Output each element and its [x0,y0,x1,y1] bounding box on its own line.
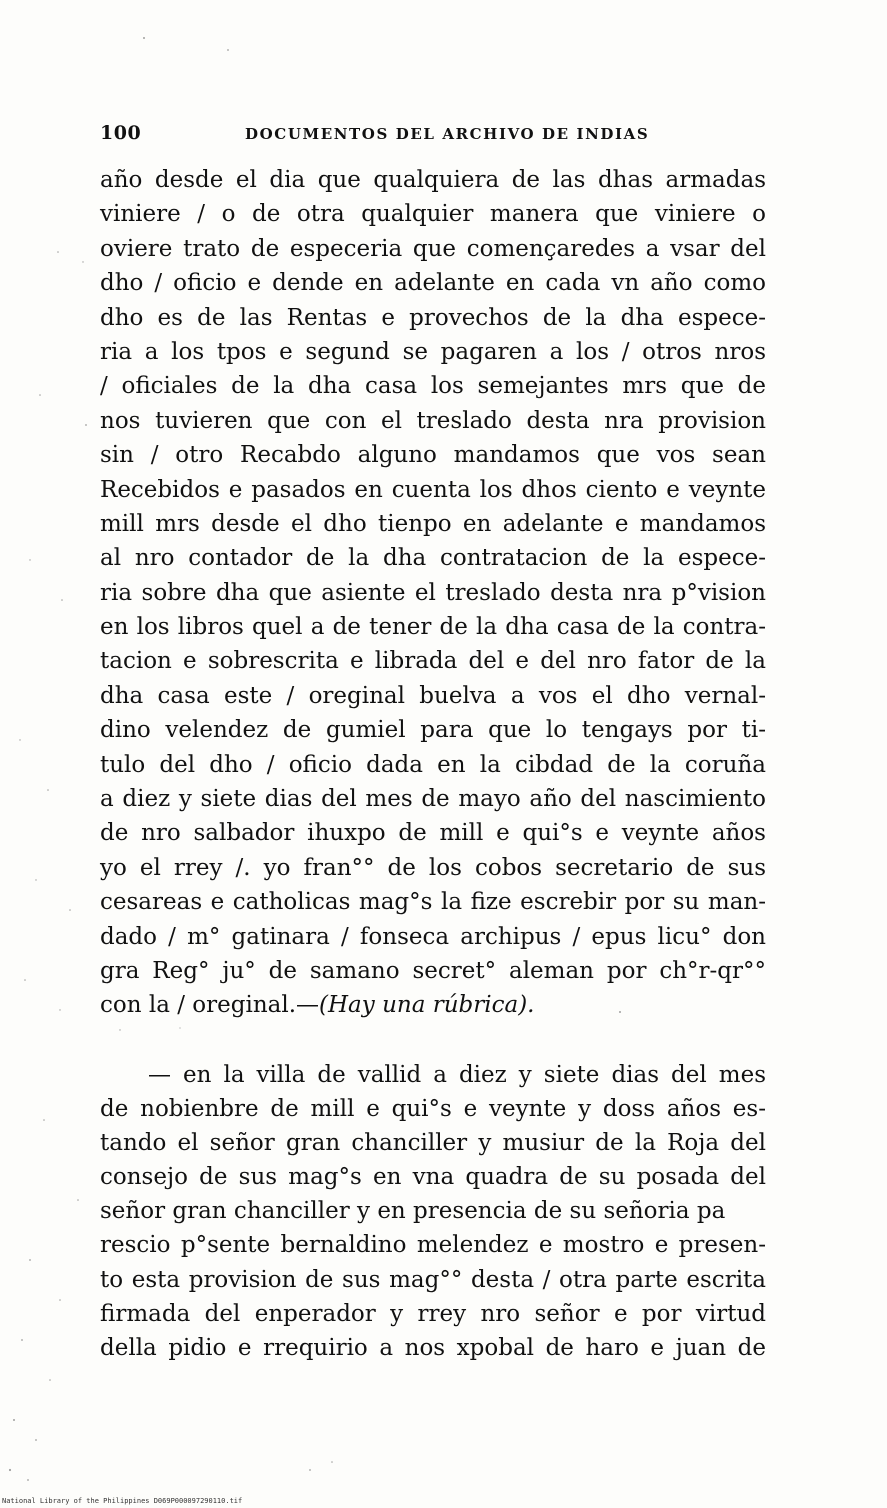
text-line: a diez y siete dias del mes de mayo año del nascimiento [100,786,766,813]
text-line: señor gran chanciller y en presencia de su señoria pa [100,1198,726,1225]
text-line: / oficiales de la dha casa los semejantes mrs que de [100,373,766,400]
text-line: della pidio e rrequirio a nos xpobal de haro e juan de [100,1334,766,1361]
text-line: dho es de las Rentas e provechos de la dha espece- [100,304,766,331]
text-line: oviere trato de especeria que començaredes a vsar del [100,235,766,262]
paragraph-1 [100,163,766,1023]
text-line: consejo de sus mag°s en vna quadra de su posada del [100,1164,766,1191]
text-line-final [100,988,766,1022]
text-line: tulo del dho / oficio dada en la cibdad de la coruña [100,751,766,778]
text-line: tacion e sobrescrita e librada del e del nro fator de la [100,648,766,675]
text-line: — en la villa de vallid a diez y siete dias del mes [148,1062,766,1088]
text-line: sin / otro Recabdo alguno mandamos que vos sean [100,442,766,469]
page-number: 100 [100,122,142,144]
text-line: año desde el dia que qualquiera de las dhas armadas [100,167,766,193]
text-line: to esta provision de sus mag°° desta / otra parte escrita [100,1266,766,1293]
page-header [100,122,765,148]
text-line: viniere / o de otra qualquier manera que viniere o [100,201,766,228]
text-line: dino velendez de gumiel para que lo tengays por ti- [100,717,766,744]
running-head: DOCUMENTOS DEL ARCHIVO DE INDIAS [245,125,650,143]
text-line: firmada del enperador y rrey nro señor e por virtud [100,1300,766,1327]
final-line-text: con la / oreginal.— [100,992,320,1019]
text-line: en los libros quel a de tener de la dha casa de la contra- [100,614,766,641]
text-line: cesareas e catholicas mag°s la fize escrebir por su man- [100,889,766,916]
text-line: al nro contador de la dha contratacion de la espece- [100,545,766,572]
text-line: mill mrs desde el dho tienpo en adelante e mandamos [100,510,766,537]
text-line: tando el señor gran chanciller y musiur de la Roja del [100,1130,766,1157]
paragraph-2 [100,1058,766,1365]
text-line: ria a los tpos e segund se pagaren a los / otros nros [100,338,766,365]
text-line: yo el rrey /. yo fran°° de los cobos secretario de sus [100,854,766,881]
text-line: dha casa este / oreginal buelva a vos el dho vernal- [100,682,766,709]
scan-footer: National Library of the Philippines D069P000097290110.tif [2,1497,243,1505]
text-line: ria sobre dha que asiente el treslado desta nra p°vision [100,579,766,606]
text-line: dado / m° gatinara / fonseca archipus / epus licu° don [100,923,766,950]
text-line: nos tuvieren que con el treslado desta nra provision [100,407,766,434]
text-line: gra Reg° ju° de samano secret° aleman por ch°r-qr°° [100,957,766,984]
text-line: de nobienbre de mill e qui°s e veynte y doss años es- [100,1096,766,1123]
text-line: Recebidos e pasados en cuenta los dhos ciento e veynte [100,476,766,503]
rubric-note: (Hay una rúbrica). [319,992,535,1019]
text-line: dho / oficio e dende en adelante en cada vn año como [100,270,766,297]
text-line: rescio p°sente bernaldino melendez e mostro e presen- [100,1232,766,1259]
text-line: de nro salbador ihuxpo de mill e qui°s e veynte años [100,820,766,847]
